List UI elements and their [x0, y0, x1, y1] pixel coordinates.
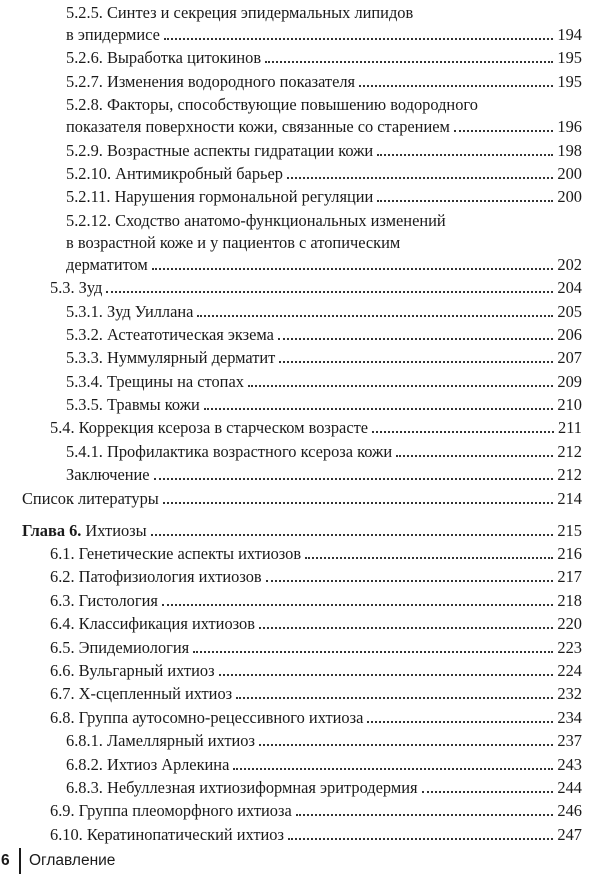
- toc-entry-row: [66, 464, 582, 486]
- footer-section-title: Оглавление: [29, 852, 116, 869]
- dot-leader: [248, 385, 553, 387]
- dot-leader: [305, 557, 553, 559]
- toc-entry: [22, 520, 582, 542]
- dot-leader: [265, 61, 553, 63]
- toc-entry: [22, 394, 582, 416]
- toc-page-number: 202: [557, 254, 582, 274]
- toc-page-number: 216: [557, 544, 582, 564]
- toc-entry-row: [66, 24, 582, 46]
- dot-leader: [259, 744, 553, 746]
- dot-leader: [279, 361, 553, 363]
- toc-entry-row: [66, 140, 582, 162]
- dot-leader: [377, 200, 553, 202]
- toc-entry: [22, 613, 582, 635]
- toc-entry-row: [50, 683, 582, 705]
- toc-entry-title-text: 6.9. Группа плеоморфного ихтиоза: [50, 801, 292, 821]
- toc-entry-row: [66, 347, 582, 369]
- toc-entry-title: [50, 660, 215, 682]
- toc-entry-title: [66, 71, 355, 93]
- toc-entry: [22, 140, 582, 162]
- toc-entry-title-text: 5.2.9. Возрастные аспекты гидратации кожи: [66, 140, 374, 160]
- toc-page-number: 223: [557, 637, 582, 657]
- toc-entry: [22, 441, 582, 463]
- toc-entry-title-text: Заключение: [66, 465, 150, 485]
- toc-entry-title: [50, 637, 189, 659]
- toc-entry-title-text: 6.4. Классификация ихтиозов: [50, 614, 255, 634]
- toc-entry-title: [66, 441, 392, 463]
- toc-entry-row: [50, 543, 582, 565]
- toc-entry-title: [50, 800, 292, 822]
- toc-entry-title-text: 6.7. Х-сцепленный ихтиоз: [50, 684, 233, 704]
- toc-entry-row: [50, 417, 582, 439]
- toc-entry-row: [66, 301, 582, 323]
- toc-entry-title-text: в эпидермисе: [66, 25, 160, 44]
- toc-entry: [22, 47, 582, 69]
- dot-leader: [152, 268, 554, 270]
- table-of-contents: [22, 2, 582, 847]
- toc-entry: [22, 371, 582, 393]
- toc-entry-title-text: 5.2.6. Выработка цитокинов: [66, 48, 262, 68]
- toc-entry: [22, 464, 582, 486]
- footer-divider: [19, 848, 21, 874]
- dot-leader: [454, 130, 554, 132]
- toc-entry: [22, 707, 582, 729]
- toc-entry-title-text: 5.3.3. Нуммулярный дерматит: [66, 348, 276, 368]
- toc-entry-row: [50, 566, 582, 588]
- toc-page-number: 212: [557, 465, 582, 485]
- toc-entry-row: [50, 824, 582, 846]
- toc-entry-row: [66, 71, 582, 93]
- toc-entry-row: [22, 488, 582, 510]
- toc-entry: [22, 824, 582, 846]
- dot-leader: [377, 154, 553, 156]
- toc-entry: [22, 2, 582, 46]
- dot-leader: [162, 604, 553, 606]
- toc-page-number: 200: [557, 163, 582, 183]
- toc-entry-title-text: 6.8.1. Ламеллярный ихтиоз: [66, 731, 255, 751]
- toc-entry-title-text: 5.2.7. Изменения водородного показателя: [66, 71, 356, 91]
- toc-page-number: 205: [557, 301, 582, 321]
- toc-entry-title: [50, 683, 232, 705]
- dot-leader: [163, 502, 554, 504]
- toc-page-number: 217: [557, 567, 582, 587]
- toc-entry-title: [50, 824, 284, 846]
- toc-entry-title-text: дерматитом: [66, 254, 148, 274]
- toc-entry-row: [66, 186, 582, 208]
- toc-entry-title: [66, 163, 283, 185]
- toc-page-number: 246: [557, 801, 582, 821]
- toc-entry-title-text: 5.3.1. Зуд Уиллана: [66, 301, 194, 321]
- toc-entry: [22, 660, 582, 682]
- dot-leader: [219, 674, 554, 676]
- dot-leader: [233, 768, 553, 770]
- toc-entry-title-text: 6.10. Кератинопатический ихтиоз: [50, 824, 284, 844]
- toc-entry-row: [66, 394, 582, 416]
- toc-entry: [22, 94, 582, 138]
- toc-page-number: 244: [557, 777, 582, 797]
- toc-page-number: 243: [557, 754, 582, 774]
- toc-entry: [22, 730, 582, 752]
- toc-entry-row: [50, 277, 582, 299]
- dot-leader: [296, 814, 554, 816]
- toc-entry-title-text: 5.4. Коррекция ксероза в старческом возрасте: [50, 418, 369, 438]
- toc-entry-title-text: 6.2. Патофизиология ихтиозов: [50, 567, 262, 587]
- toc-entry-title: [66, 301, 193, 323]
- toc-entry-title: [66, 754, 229, 776]
- toc-entry-title-text: 6.6. Вульгарный ихтиоз: [50, 660, 215, 680]
- toc-page-number: 195: [557, 48, 582, 68]
- toc-entry: [22, 71, 582, 93]
- toc-entry-title: [66, 254, 148, 276]
- toc-page-number: 200: [557, 187, 582, 207]
- toc-page-number: 215: [557, 520, 582, 540]
- toc-entry-row: [50, 590, 582, 612]
- toc-page-number: 204: [557, 278, 582, 298]
- toc-entry-row: [66, 254, 582, 276]
- toc-page-number: 198: [557, 140, 582, 160]
- toc-entry-title: [66, 347, 275, 369]
- toc-entry: [22, 210, 582, 276]
- toc-entry-title-text: 6.1. Генетические аспекты ихтиозов: [50, 544, 302, 564]
- toc-entry-title: [50, 277, 102, 299]
- dot-leader: [106, 291, 553, 293]
- toc-entry-row: [50, 707, 582, 729]
- toc-entry: [22, 417, 582, 439]
- toc-page-number: 234: [557, 707, 582, 727]
- toc-entry: [22, 163, 582, 185]
- dot-leader: [422, 791, 554, 793]
- toc-entry: [22, 590, 582, 612]
- page-footer: [0, 848, 115, 874]
- toc-entry-title-text: 5.3. Зуд: [50, 278, 103, 298]
- toc-entry-title: [66, 324, 274, 346]
- toc-page-number: 206: [557, 324, 582, 344]
- toc-entry-title: [50, 590, 158, 612]
- toc-entry-title-text: 6.8.2. Ихтиоз Арлекина: [66, 754, 230, 774]
- dot-leader: [396, 455, 553, 457]
- toc-page-number: 194: [557, 25, 582, 44]
- toc-entry: [22, 543, 582, 565]
- toc-entry-title-text: 6.5. Эпидемиология: [50, 637, 190, 657]
- toc-page-number: 207: [557, 348, 582, 368]
- toc-entry-title: [66, 464, 150, 486]
- toc-page-number: 237: [557, 731, 582, 751]
- toc-entry-row: [66, 730, 582, 752]
- toc-entry: [22, 186, 582, 208]
- toc-page-number: 209: [557, 371, 582, 391]
- toc-entry-title-text: 5.3.4. Трещины на стопах: [66, 371, 244, 391]
- toc-entry-title: [66, 371, 244, 393]
- toc-entry-title: [66, 777, 418, 799]
- toc-entry-row: [66, 371, 582, 393]
- dot-leader: [151, 534, 554, 536]
- toc-page-number: 210: [557, 395, 582, 415]
- dot-leader: [154, 478, 554, 480]
- toc-entry-title: [22, 520, 147, 542]
- toc-entry-row: [66, 754, 582, 776]
- toc-entry-title-text: 5.4.1. Профилактика возрастного ксероза кожи: [66, 441, 393, 461]
- dot-leader: [287, 177, 553, 179]
- dot-leader: [367, 721, 553, 723]
- toc-entry-title: [50, 566, 262, 588]
- toc-entry-title-text: 5.3.5. Травмы кожи: [66, 395, 200, 415]
- toc-page-number: 218: [557, 590, 582, 610]
- toc-page-number: 196: [557, 117, 582, 137]
- toc-entry-title-line: 5.2.8. Факторы, способствующие повышению водородного: [66, 95, 478, 115]
- toc-entry-title-text: 5.2.11. Нарушения гормональной регуляции: [66, 187, 374, 207]
- dot-leader: [197, 315, 553, 317]
- dot-leader: [164, 38, 554, 40]
- toc-entry: [22, 754, 582, 776]
- toc-page-number: 214: [557, 488, 582, 508]
- dot-leader: [359, 85, 553, 87]
- toc-entry-title-text: Ихтиозы: [85, 520, 147, 540]
- dot-leader: [259, 627, 553, 629]
- toc-page-number: 195: [557, 71, 582, 91]
- toc-page-number: 220: [557, 614, 582, 634]
- toc-page-number: 212: [557, 441, 582, 461]
- toc-entry-title-text: 6.8.3. Небуллезная ихтиозиформная эритродермия: [66, 777, 418, 797]
- toc-entry: [22, 683, 582, 705]
- toc-entry-title-line: 5.2.5. Синтез и секреция эпидермальных липидов: [66, 3, 414, 22]
- toc-page-number: 211: [558, 418, 582, 438]
- dot-leader: [204, 408, 554, 410]
- dot-leader: [372, 431, 554, 433]
- toc-entry-row: [66, 441, 582, 463]
- toc-entry-row: [22, 520, 582, 542]
- toc-entry: [22, 800, 582, 822]
- toc-entry-row: [66, 163, 582, 185]
- toc-entry: [22, 488, 582, 510]
- toc-entry-title: [50, 543, 301, 565]
- toc-entry-title-text: Список литературы: [22, 488, 159, 508]
- toc-entry-title: [50, 613, 255, 635]
- dot-leader: [288, 838, 553, 840]
- toc-entry-row: [66, 324, 582, 346]
- toc-page-number: 247: [557, 824, 582, 844]
- toc-entry-title-text: 5.3.2. Астеатотическая экзема: [66, 324, 274, 344]
- toc-entry-title: [66, 47, 261, 69]
- toc-entry-title-line: 5.2.12. Сходство анатомо-функциональных изменений: [66, 210, 446, 230]
- toc-entry-title-text: 5.2.10. Антимикробный барьер: [66, 163, 283, 183]
- toc-entry-title-text: показателя поверхности кожи, связанные со старением: [66, 117, 450, 137]
- toc-entry-row: [66, 47, 582, 69]
- toc-entry-row: [50, 613, 582, 635]
- toc-entry-row: [50, 800, 582, 822]
- toc-entry-title: [66, 140, 373, 162]
- toc-entry: [22, 777, 582, 799]
- toc-entry: [22, 637, 582, 659]
- toc-entry-title: [66, 186, 373, 208]
- footer-page-number: 6: [1, 852, 10, 869]
- toc-entry-row: [66, 116, 582, 138]
- toc-entry-title: [66, 394, 200, 416]
- toc-entry-title: [50, 707, 363, 729]
- dot-leader: [236, 697, 553, 699]
- toc-entry: [22, 324, 582, 346]
- toc-entry: [22, 347, 582, 369]
- toc-entry-title-text: 6.3. Гистология: [50, 590, 158, 610]
- toc-entry-title-text: 6.8. Группа аутосомно-рецессивного ихтиоза: [50, 707, 364, 727]
- dot-leader: [193, 651, 553, 653]
- toc-entry: [22, 566, 582, 588]
- toc-page-number: 224: [557, 660, 582, 680]
- toc-entry-row: [50, 637, 582, 659]
- chapter-label: Глава 6.: [22, 520, 82, 540]
- dot-leader: [278, 338, 553, 340]
- toc-entry-title: [66, 24, 160, 46]
- toc-entry: [22, 277, 582, 299]
- toc-entry-row: [50, 660, 582, 682]
- toc-entry: [22, 301, 582, 323]
- toc-entry-row: [66, 777, 582, 799]
- toc-entry-title: [22, 488, 159, 510]
- toc-entry-title: [66, 730, 255, 752]
- toc-entry-title: [50, 417, 368, 439]
- toc-entry-title-line: в возрастной коже и у пациентов с атопическим: [66, 232, 401, 252]
- toc-page-number: 232: [557, 684, 582, 704]
- dot-leader: [266, 580, 554, 582]
- toc-entry-title: [66, 116, 450, 138]
